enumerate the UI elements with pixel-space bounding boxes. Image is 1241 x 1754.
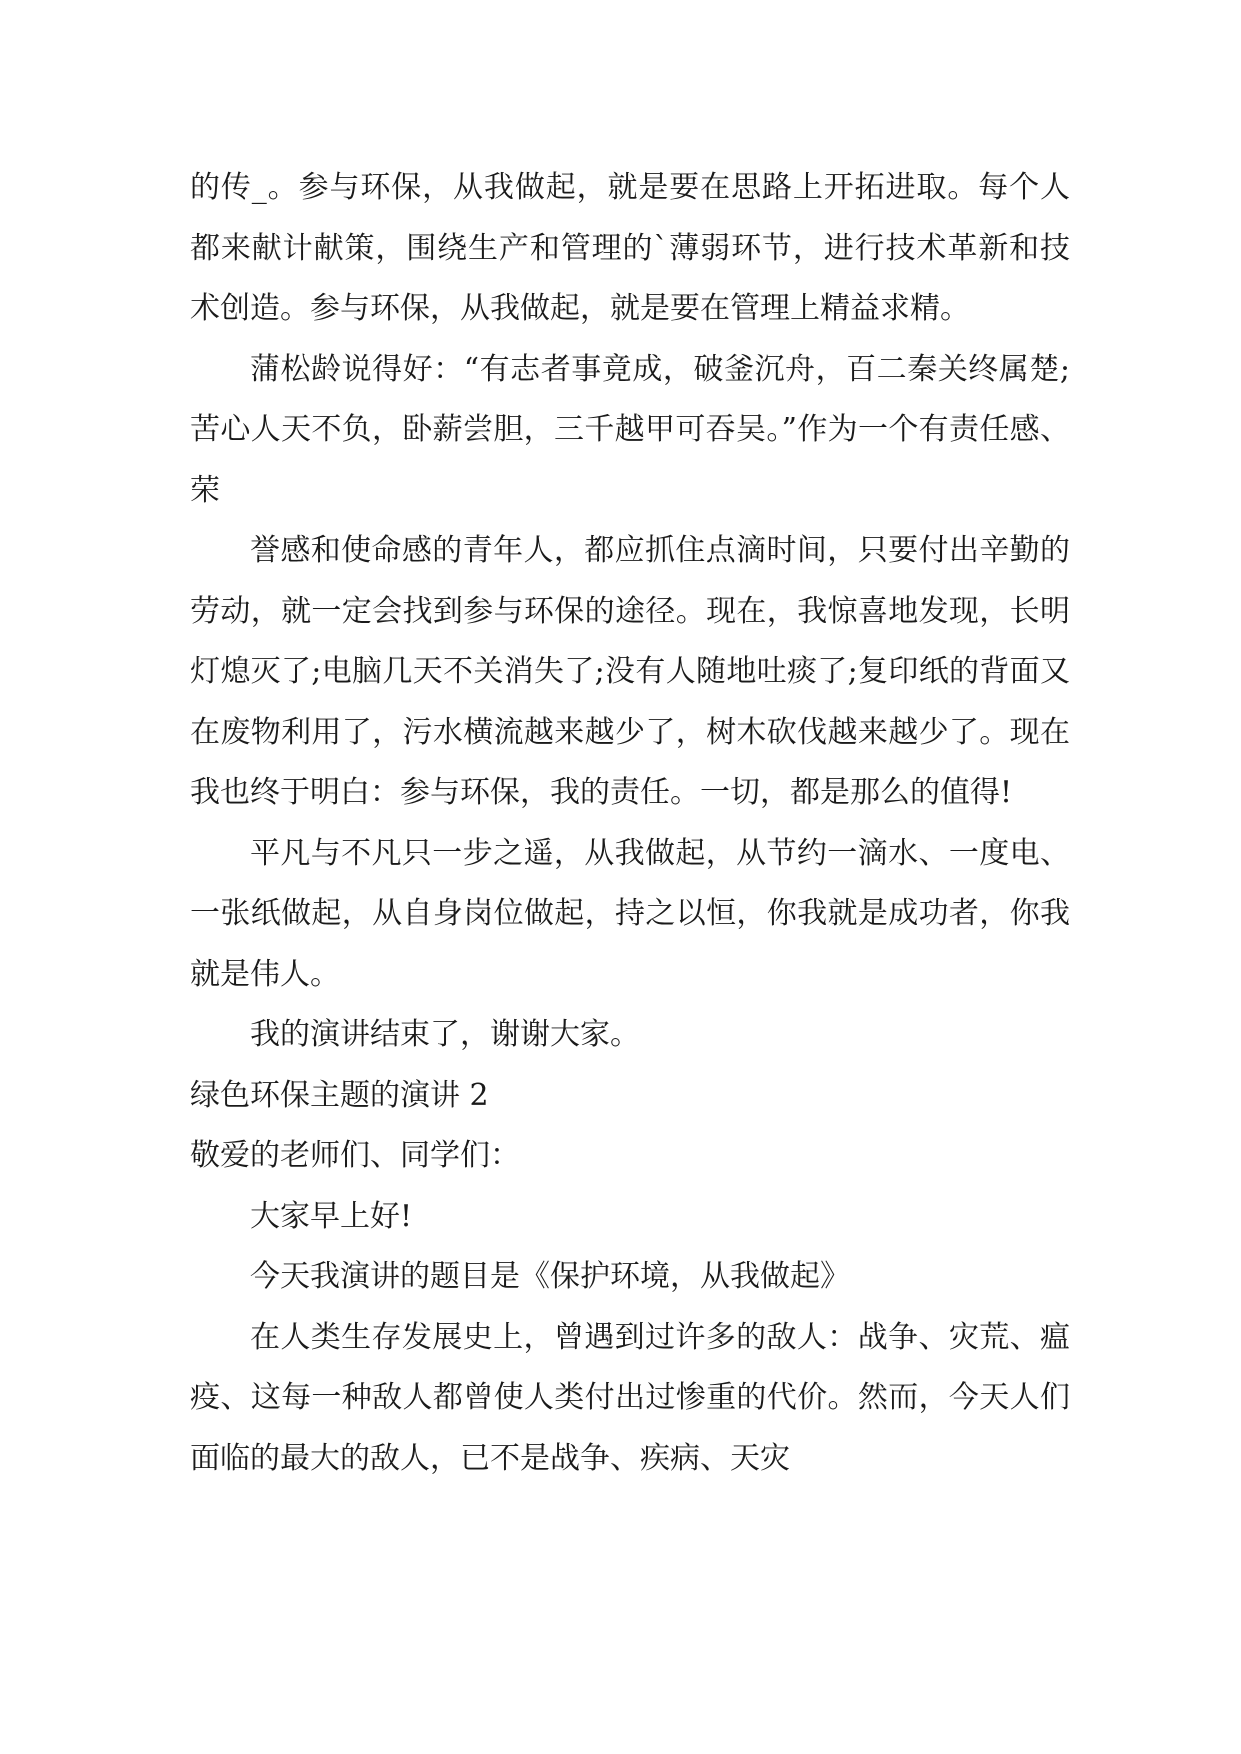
paragraph-3: 誉感和使命感的青年人，都应抓住点滴时间，只要付出辛勤的劳动，就一定会找到参与环保的途径。现在，我惊喜地发现，长明灯熄灭了;电脑几天不关消失了;没有人随地吐痰了;复印纸的背面又在废物利用了，污水横流越来越少了，树木砍伐越来越少了。现在我也终于明白：参与环保，我的责任。一切，都是那么的值得! [190,533,1070,810]
salutation: 敬爱的老师们、同学们： [190,1138,520,1173]
speech-topic: 今天我演讲的题目是《保护环境，从我做起》 [250,1259,850,1294]
document-body [190,158,1070,1489]
paragraph-5: 我的演讲结束了，谢谢大家。 [250,1017,640,1052]
paragraph-4: 平凡与不凡只一步之遥，从我做起，从节约一滴水、一度电、一张纸做起，从自身岗位做起，持之以恒，你我就是成功者，你我就是伟人。 [190,835,1070,992]
paragraph-10: 在人类生存发展史上，曾遇到过许多的敌人：战争、灾荒、瘟疫、这每一种敌人都曾使人类付出过惨重的代价。然而，今天人们面临的最大的敌人，已不是战争、疾病、天灾 [190,1319,1070,1476]
section-heading: 绿色环保主题的演讲 2 [190,1077,489,1113]
paragraph-1: 的传_。参与环保，从我做起，就是要在思路上开拓进取。每个人都来献计献策，围绕生产和管理的`薄弱环节，进行技术革新和技术创造。参与环保，从我做起，就是要在管理上精益求精。 [190,170,1070,326]
paragraph-2: 蒲松龄说得好：“有志者事竟成，破釜沉舟，百二秦关终属楚;苦心人天不负，卧薪尝胆，三千越甲可吞吴。”作为一个有责任感、荣 [190,351,1070,508]
greeting: 大家早上好! [250,1198,413,1234]
